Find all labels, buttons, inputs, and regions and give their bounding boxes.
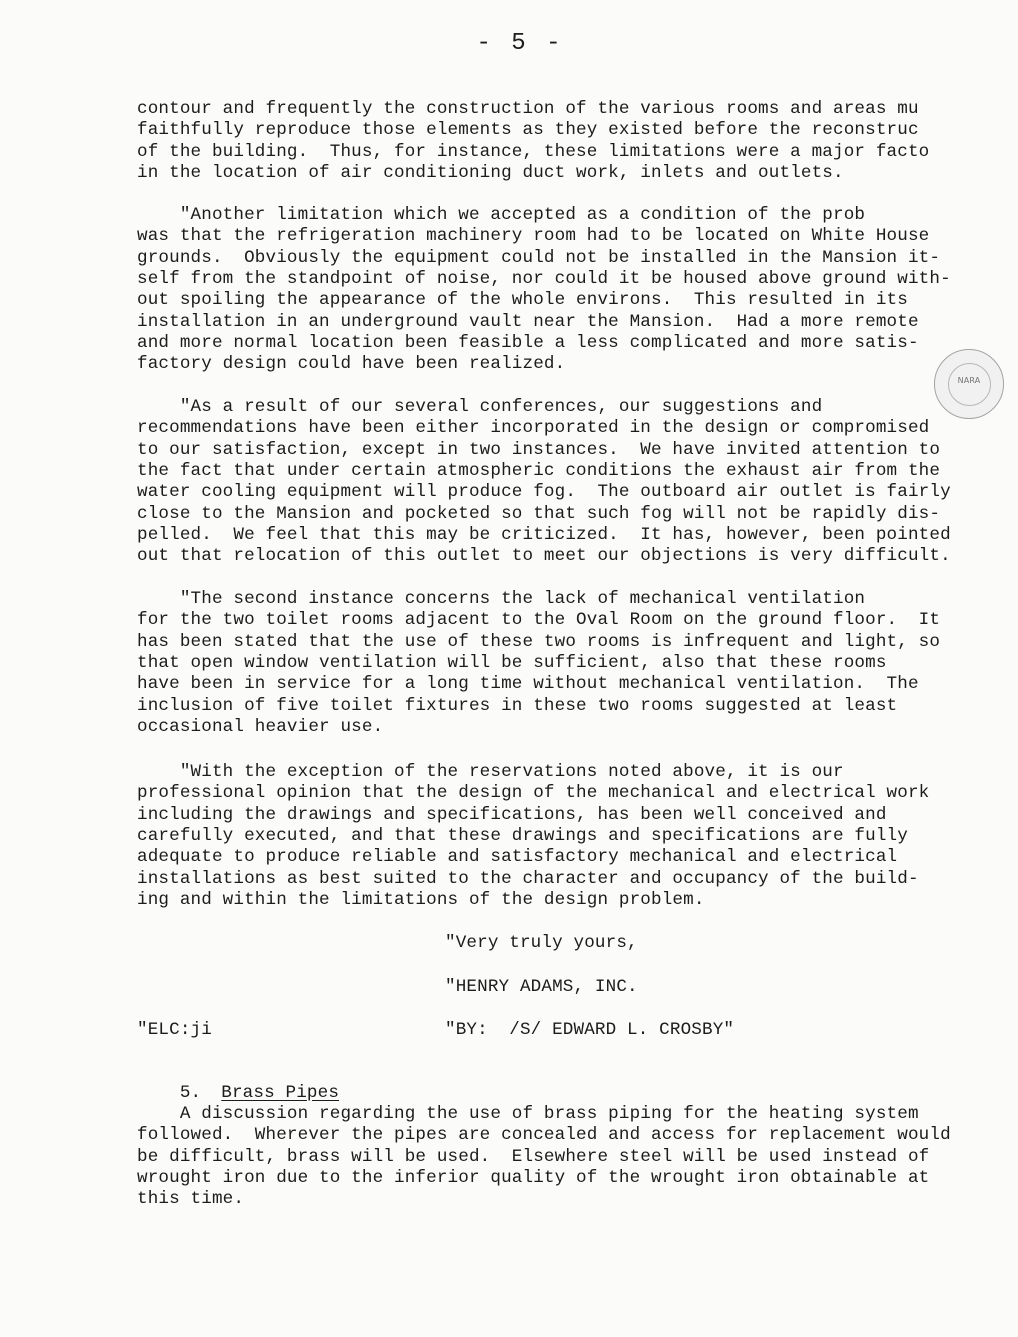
signed-by: "BY: /S/ EDWARD L. CROSBY": [445, 1020, 735, 1040]
text-line: pelled. We feel that this may be criticized. It has, however, been pointed: [137, 524, 951, 545]
text-line: of the building. Thus, for instance, these limitations were a major facto: [137, 141, 930, 162]
text-line: wrought iron due to the inferior quality of the wrought iron obtainable at: [137, 1167, 930, 1188]
text-line: be difficult, brass will be used. Elsewhere steel will be used instead of: [137, 1146, 930, 1167]
company-signature: "HENRY ADAMS, INC.: [445, 977, 638, 997]
text-line: faithfully reproduce those elements as they existed before the reconstruc: [137, 120, 919, 141]
text-line: has been stated that the use of these two rooms is infrequent and light, so: [137, 631, 941, 652]
text-line: followed. Wherever the pipes are concealed and access for replacement would: [137, 1125, 951, 1146]
text-line: "Another limitation which we accepted as a condition of the prob: [137, 205, 866, 225]
text-line: "With the exception of the reservations noted above, it is our: [137, 762, 844, 782]
text-line: "The second instance concerns the lack of mechanical ventilation: [137, 589, 866, 609]
text-line: factory design could have been realized.: [137, 354, 566, 375]
section-number: 5.: [179, 1083, 202, 1103]
text-line: installation in an underground vault near the Mansion. Had a more remote: [137, 311, 919, 332]
stamp-text: NARA: [957, 376, 981, 385]
text-line: was that the refrigeration machinery room had to be located on White House: [137, 226, 930, 247]
text-line: professional opinion that the design of the mechanical and electrical work: [137, 783, 930, 804]
text-line: to our satisfaction, except in two instances. We have invited attention to: [137, 439, 941, 460]
text-line: including the drawings and specifications, has been well conceived and: [137, 804, 887, 825]
library-stamp: [934, 349, 1004, 419]
text-line: contour and frequently the construction of the various rooms and areas mu: [137, 99, 919, 119]
text-line: carefully executed, and that these drawings and specifications are fully: [137, 825, 908, 846]
text-line: A discussion regarding the use of brass piping for the heating system: [137, 1104, 919, 1124]
text-line: "As a result of our several conferences, our suggestions and: [137, 397, 823, 417]
text-line: have been in service for a long time without mechanical ventilation. The: [137, 674, 919, 695]
text-line: close to the Mansion and pocketed so that such fog will not be rapidly dis-: [137, 503, 941, 524]
text-line: inclusion of five toilet fixtures in these two rooms suggested at least: [137, 695, 898, 716]
valediction: "Very truly yours,: [445, 933, 638, 953]
text-line: that open window ventilation will be sufficient, also that these rooms: [137, 652, 887, 673]
text-line: installations as best suited to the character and occupancy of the build-: [137, 868, 919, 889]
typist-initials: "ELC:ji: [137, 1020, 212, 1040]
page-number: - 5 -: [476, 30, 564, 57]
text-line: this time.: [137, 1189, 245, 1210]
text-line: occasional heavier use.: [137, 716, 384, 737]
text-line: adequate to produce reliable and satisfactory mechanical and electrical: [137, 847, 898, 868]
text-line: water cooling equipment will produce fog. The outboard air outlet is fairly: [137, 482, 951, 503]
text-line: the fact that under certain atmospheric conditions the exhaust air from the: [137, 460, 941, 481]
text-line: out that relocation of this outlet to meet our objections is very difficult.: [137, 546, 951, 567]
text-line: in the location of air conditioning duct work, inlets and outlets.: [137, 162, 844, 183]
text-line: for the two toilet rooms adjacent to the Oval Room on the ground floor. It: [137, 610, 941, 631]
text-line: recommendations have been either incorporated in the design or compromised: [137, 418, 930, 439]
text-line: grounds. Obviously the equipment could not be installed in the Mansion it-: [137, 247, 941, 268]
text-line: self from the standpoint of noise, nor could it be housed above ground with-: [137, 268, 951, 289]
text-line: ing and within the limitations of the design problem.: [137, 889, 705, 910]
text-line: out spoiling the appearance of the whole environs. This resulted in its: [137, 290, 908, 311]
section-title: Brass Pipes: [221, 1083, 340, 1103]
text-line: and more normal location been feasible a less complicated and more satis-: [137, 332, 919, 353]
